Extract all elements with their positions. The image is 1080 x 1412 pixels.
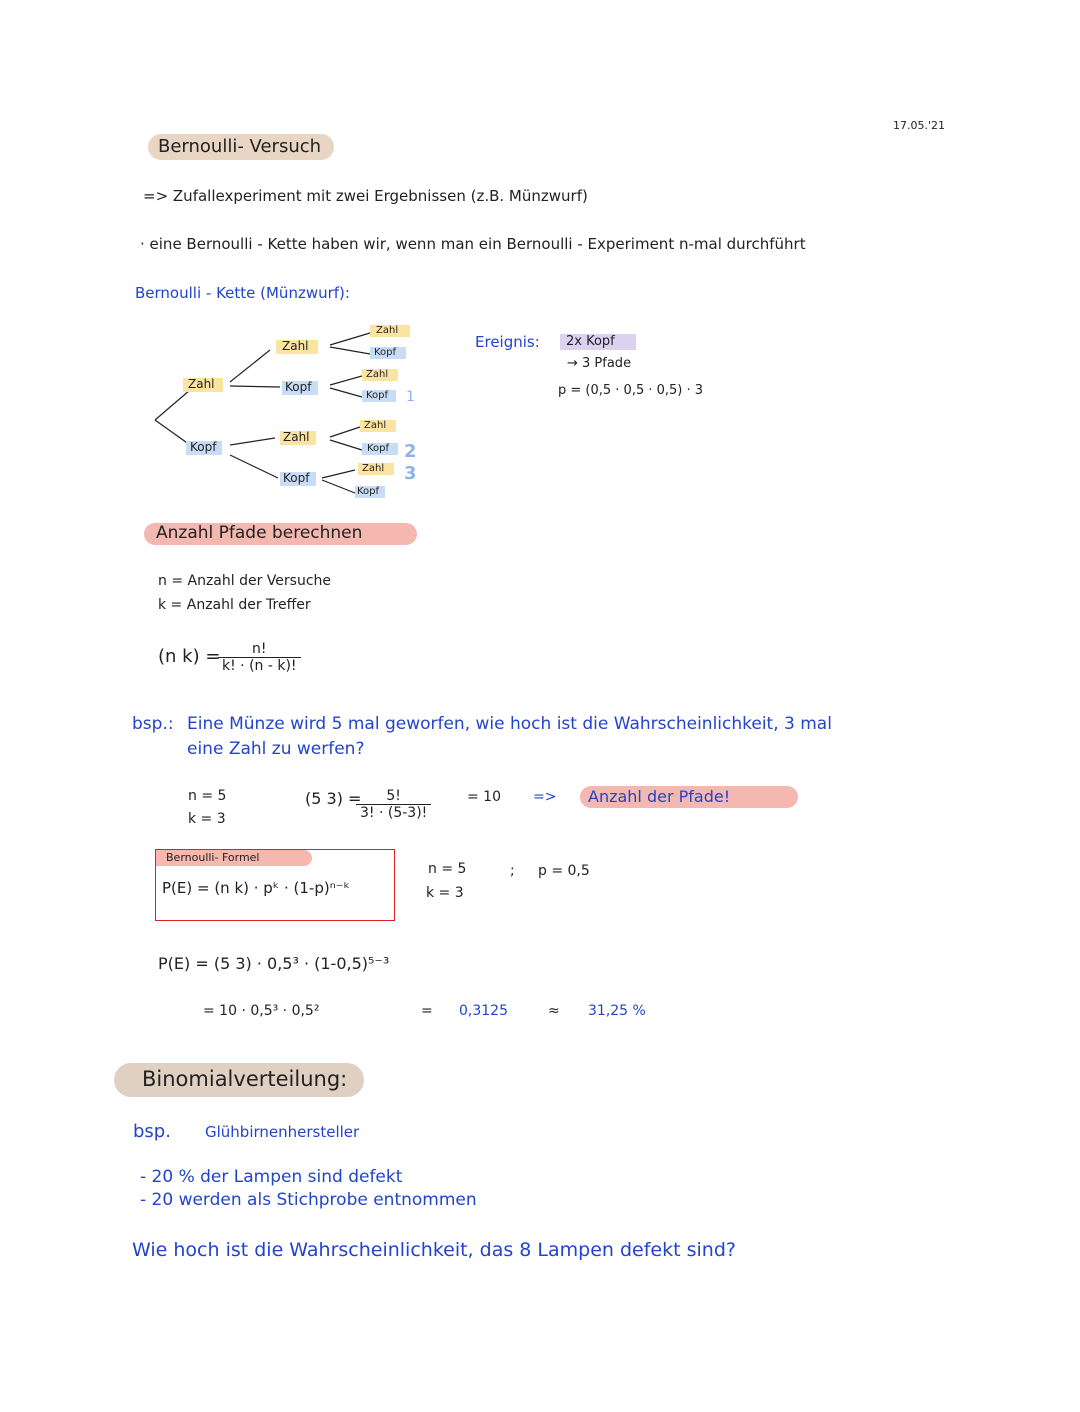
binom-lhs: (n k) = [158, 646, 221, 667]
formel-title: Bernoulli- Formel [166, 851, 260, 864]
tree-mark-1: 1 [406, 389, 415, 405]
bsp-n: n = 5 [188, 788, 227, 804]
tree-l3-3: Kopf [366, 390, 389, 401]
tree-l2-0: Zahl [282, 339, 309, 353]
bsp-frac-num: 5! [356, 788, 431, 805]
tree-l3-7: Kopf [357, 486, 380, 497]
tree-l1-kopf: Kopf [190, 440, 217, 454]
tree-l3-6: Zahl [362, 463, 385, 474]
p-formula: p = (0,5 · 0,5 · 0,5) · 3 [558, 383, 704, 398]
kette-heading: Bernoulli - Kette (Münzwurf): [135, 284, 350, 302]
binomial-subject: Glühbirnenhersteller [205, 1123, 360, 1141]
bsp-fraction [356, 788, 431, 821]
bsp-conclusion: Anzahl der Pfade! [588, 787, 731, 806]
calc-result: 0,3125 [459, 1003, 508, 1019]
binom-denominator: k! · (n - k)! [222, 658, 297, 674]
k-definition: k = Anzahl der Treffer [158, 597, 311, 613]
tree-l2-3: Kopf [283, 471, 310, 485]
formel-sep: ; [510, 863, 515, 879]
tree-mark-2: 2 [404, 441, 417, 462]
binomial-item-2: - 20 werden als Stichprobe entnommen [140, 1190, 477, 1210]
pfade-count: → 3 Pfade [567, 356, 632, 371]
binom-fraction [218, 641, 301, 674]
calc-line1: P(E) = (5 3) · 0,5³ · (1-0,5)⁵⁻³ [158, 954, 390, 973]
tree-l3-0: Zahl [376, 325, 399, 336]
pfade-title: Anzahl Pfade berechnen [156, 523, 363, 543]
n-definition: n = Anzahl der Versuche [158, 573, 332, 589]
bsp-arrow: => [533, 789, 557, 805]
calc-eq: = [421, 1003, 433, 1019]
date: 17.05.'21 [893, 119, 946, 132]
binomial-item-1: - 20 % der Lampen sind defekt [140, 1167, 403, 1187]
formel-p: p = 0,5 [538, 863, 590, 879]
formel-n: n = 5 [428, 861, 467, 877]
binomial-title: Binomialverteilung: [142, 1067, 348, 1091]
section-title-bernoulli-versuch: Bernoulli- Versuch [158, 136, 322, 157]
tree-mark-3: 3 [404, 463, 417, 484]
ereignis-value: 2x Kopf [566, 334, 615, 349]
tree-l2-1: Kopf [285, 380, 312, 394]
ereignis-label: Ereignis: [475, 333, 540, 351]
definition-line: => Zufallexperiment mit zwei Ergebnissen (z.B. Münzwurf) [143, 187, 588, 205]
bsp-k: k = 3 [188, 811, 226, 827]
bullet-line: · eine Bernoulli - Kette haben wir, wenn man ein Bernoulli - Experiment n-mal durchführt [140, 235, 806, 253]
tree-l3-5: Kopf [367, 443, 390, 454]
bsp-frac-den: 3! · (5-3)! [360, 805, 428, 821]
bsp-binom-lhs: (5 3) = [305, 789, 362, 808]
formel-k: k = 3 [426, 885, 464, 901]
bsp-result: = 10 [467, 789, 501, 805]
tree-l3-1: Kopf [374, 347, 397, 358]
binomial-question: Wie hoch ist die Wahrscheinlichkeit, das 8 Lampen defekt sind? [132, 1239, 736, 1261]
formel-formula: P(E) = (n k) · pᵏ · (1-p)ⁿ⁻ᵏ [162, 879, 350, 897]
bsp-label: bsp.: [132, 714, 174, 734]
binom-numerator: n! [218, 641, 301, 658]
calc-line2: = 10 · 0,5³ · 0,5² [203, 1003, 320, 1019]
binomial-bsp-label: bsp. [133, 1121, 171, 1142]
calc-percent: 31,25 % [588, 1003, 646, 1019]
tree-l1-zahl: Zahl [188, 377, 215, 391]
bsp-question-line1: Eine Münze wird 5 mal geworfen, wie hoch ist die Wahrscheinlichkeit, 3 mal [187, 714, 832, 734]
tree-l3-4: Zahl [364, 420, 387, 431]
tree-l2-2: Zahl [283, 430, 310, 444]
bsp-question-line2: eine Zahl zu werfen? [187, 739, 365, 759]
calc-approx: ≈ [548, 1003, 560, 1019]
tree-l3-2: Zahl [366, 369, 389, 380]
